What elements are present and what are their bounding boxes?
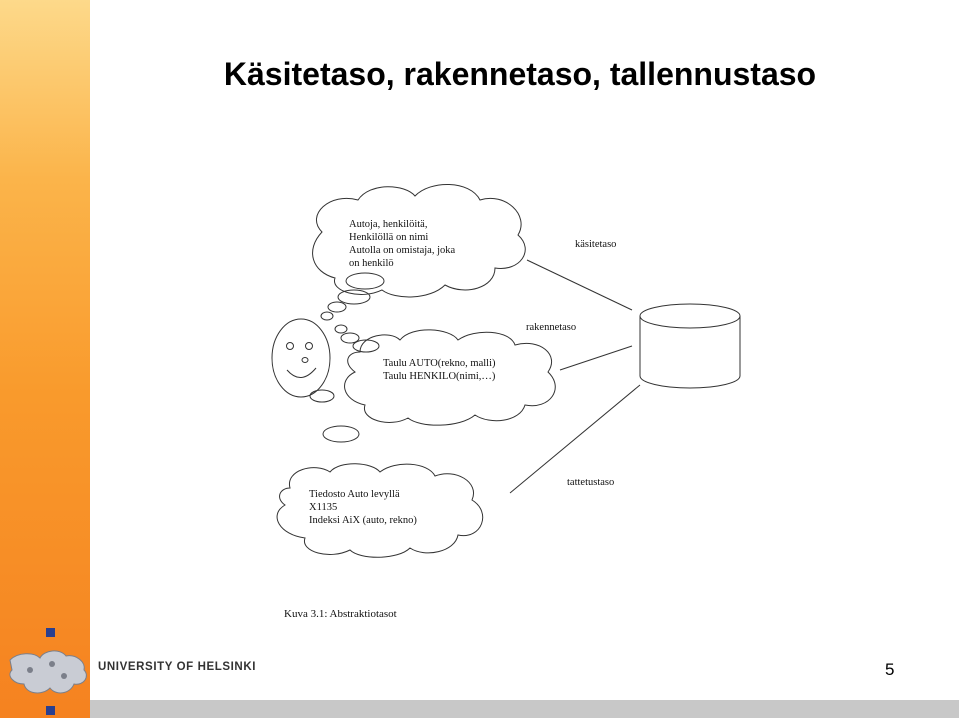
thought-cloud-bottom <box>277 464 483 558</box>
thought-dot <box>335 325 347 333</box>
bubble-middle-line: Taulu AUTO(rekno, malli) <box>383 358 496 369</box>
face-eye <box>287 343 294 350</box>
thought-dot <box>310 390 334 402</box>
bubble-bottom-line: Indeksi AiX (auto, rekno) <box>309 515 417 526</box>
face-eye <box>306 343 313 350</box>
bubble-top-line: Henkilöllä on nimi <box>349 232 429 243</box>
thought-dot <box>321 312 333 320</box>
level-label-top: käsitetaso <box>575 239 617 250</box>
bubble-bottom-line: Tiedosto Auto levyllä <box>309 489 400 500</box>
bubble-top-line: Autoja, henkilöitä, <box>349 219 428 230</box>
bubble-top-line: on henkilö <box>349 258 394 269</box>
face-nose <box>302 358 308 363</box>
figure-caption: Kuva 3.1: Abstraktiotasot <box>284 608 397 620</box>
bubble-middle-line: Taulu HENKILO(nimi,…) <box>383 371 496 382</box>
university-name: UNIVERSITY OF HELSINKI <box>98 661 257 673</box>
level-label-middle: rakennetaso <box>526 322 577 333</box>
thought-dot <box>323 426 359 442</box>
bubble-bottom-line: X1135 <box>309 502 338 513</box>
thought-dot <box>328 302 346 312</box>
thought-dot <box>353 340 379 352</box>
face-smile <box>287 368 316 378</box>
thought-dot <box>338 290 370 304</box>
bubble-top-line: Autolla on omistaja, joka <box>349 245 456 256</box>
slide-title: Käsitetaso, rakennetaso, tallennustaso <box>223 56 817 92</box>
face <box>272 319 330 397</box>
level-label-bottom: tattetustaso <box>567 477 615 488</box>
page-number: 5 <box>885 660 895 679</box>
university-logo-icon <box>4 624 90 716</box>
database-cylinder <box>640 316 740 388</box>
thought-dot <box>346 273 384 289</box>
